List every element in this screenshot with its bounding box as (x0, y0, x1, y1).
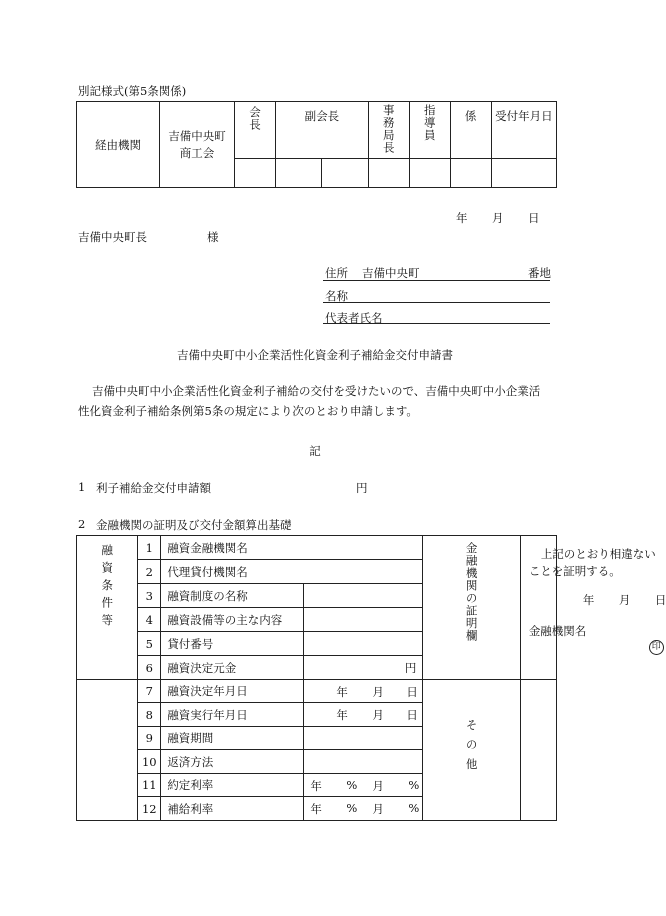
row-number: 3 (138, 584, 161, 608)
cert-year: 年 (582, 593, 595, 607)
via-value: 吉備中央町 商工会 (160, 102, 235, 188)
rate-percent: % (408, 777, 420, 792)
addressee-name: 吉備中央町長 (78, 230, 147, 244)
row-value[interactable] (304, 608, 423, 632)
col-chair: 会長 (248, 106, 263, 131)
date-day: 日 (528, 211, 540, 225)
row-number: 10 (138, 750, 161, 773)
row-date-value[interactable] (304, 680, 423, 703)
staff-stamp-box[interactable] (450, 159, 491, 188)
rep-underline[interactable] (323, 323, 550, 324)
date-day: 日 (406, 708, 418, 723)
date-day: 日 (406, 685, 418, 699)
row-number: 11 (138, 773, 161, 796)
group-label: 融資条件等 (100, 544, 115, 632)
rate-year: 年 (310, 802, 322, 817)
vice-stamp-box-1[interactable] (276, 159, 322, 188)
col-secretary: 事務局長 (381, 104, 396, 154)
row-rate-value[interactable] (304, 797, 423, 821)
col-instructor: 指導員 (422, 104, 437, 142)
item1-label: 利子補給金交付申請額 (96, 481, 211, 495)
date-month: 月 (492, 211, 504, 225)
row-label: 代理貸付機関名 (161, 560, 423, 584)
document-title: 吉備中央町中小企業活性化資金利子補給金交付申請書 (177, 348, 453, 362)
seal-icon: 印 (649, 640, 664, 655)
row-label: 融資設備等の主な内容 (161, 608, 304, 632)
row-label: 貸付番号 (161, 632, 304, 656)
cert-day: 日 (654, 593, 666, 607)
row-number: 1 (138, 536, 161, 560)
body-line-1: 吉備中央町中小企業活性化資金利子補給の交付を受けたいので、吉備中央町中小企業活 (92, 384, 541, 398)
date-year: 年 (336, 685, 348, 699)
row-value[interactable] (304, 632, 423, 656)
row-number: 9 (138, 726, 161, 749)
cert-text-1: 上記のとおり相違ない (540, 547, 656, 561)
other-label: その他 (464, 719, 479, 778)
address-value[interactable]: 吉備中央町 (362, 266, 420, 280)
row-number: 4 (138, 608, 161, 632)
address-label: 住所 (325, 266, 348, 280)
date-year: 年 (456, 211, 468, 225)
received-date-box[interactable] (491, 159, 556, 188)
address-underline (323, 280, 550, 281)
rate-percent: % (408, 801, 420, 816)
row-label: 融資決定元金 (161, 656, 304, 680)
row-number: 8 (138, 703, 161, 726)
row-label: 補給利率 (161, 797, 304, 821)
item2-label: 金融機関の証明及び交付金額算出基礎 (96, 518, 292, 532)
group-label-extension (77, 680, 138, 821)
date-month: 月 (372, 708, 384, 723)
rate-month: 月 (372, 778, 384, 793)
item2-number: 2 (78, 517, 86, 531)
rep-label: 代表者氏名 (325, 311, 383, 325)
other-box[interactable] (520, 680, 556, 821)
date-year: 年 (336, 708, 348, 723)
row-number: 5 (138, 632, 161, 656)
secretary-stamp-box[interactable] (368, 159, 409, 188)
row-label: 約定利率 (161, 773, 304, 796)
row-label: 融資実行年月日 (161, 703, 304, 726)
col-vice: 副会長 (276, 102, 369, 159)
col-received: 受付年月日 (491, 102, 556, 159)
ki-heading: 記 (309, 444, 321, 458)
addressee-honorific: 様 (207, 230, 219, 244)
rate-percent: % (346, 777, 358, 792)
item1-number: 1 (78, 480, 86, 494)
rate-year: 年 (310, 778, 322, 793)
row-rate-value[interactable] (304, 773, 423, 796)
form-reference: 別記様式(第5条関係) (78, 84, 187, 98)
chair-stamp-box[interactable] (235, 159, 276, 188)
conditions-table (76, 535, 666, 821)
row-date-value[interactable] (304, 703, 423, 726)
certification-column-label: 金融機関の証明欄 (464, 542, 479, 642)
via-label: 経由機関 (77, 102, 160, 188)
body-line-2: 性化資金利子補給条例第5条の規定により次のとおり申請します。 (78, 404, 418, 418)
certification-box (520, 536, 666, 680)
row-value[interactable] (304, 584, 423, 608)
row-label: 返済方法 (161, 750, 304, 773)
row-number: 7 (138, 680, 161, 703)
rate-month: 月 (372, 802, 384, 817)
address-suffix: 番地 (528, 266, 551, 280)
row-number: 6 (138, 656, 161, 680)
cert-month: 月 (618, 593, 631, 607)
item1-unit: 円 (356, 481, 368, 495)
row-value[interactable] (304, 726, 423, 749)
row-value-unit[interactable]: 円 (304, 656, 423, 680)
row-value[interactable] (304, 750, 423, 773)
bank-label: 金融機関名 (528, 624, 587, 638)
date-month: 月 (372, 685, 384, 699)
name-label: 名称 (325, 289, 348, 303)
row-number: 2 (138, 560, 161, 584)
row-label: 融資期間 (161, 726, 304, 749)
rate-percent: % (346, 801, 358, 816)
row-label: 融資金融機関名 (161, 536, 423, 560)
row-label: 融資決定年月日 (161, 680, 304, 703)
row-label: 融資制度の名称 (161, 584, 304, 608)
row-number: 12 (138, 797, 161, 821)
col-staff: 係 (450, 102, 491, 159)
cert-text-2: ことを証明する。 (528, 564, 621, 578)
name-underline[interactable] (323, 302, 550, 303)
vice-stamp-box-2[interactable] (322, 159, 368, 188)
approval-table (76, 101, 557, 188)
instructor-stamp-box[interactable] (409, 159, 450, 188)
